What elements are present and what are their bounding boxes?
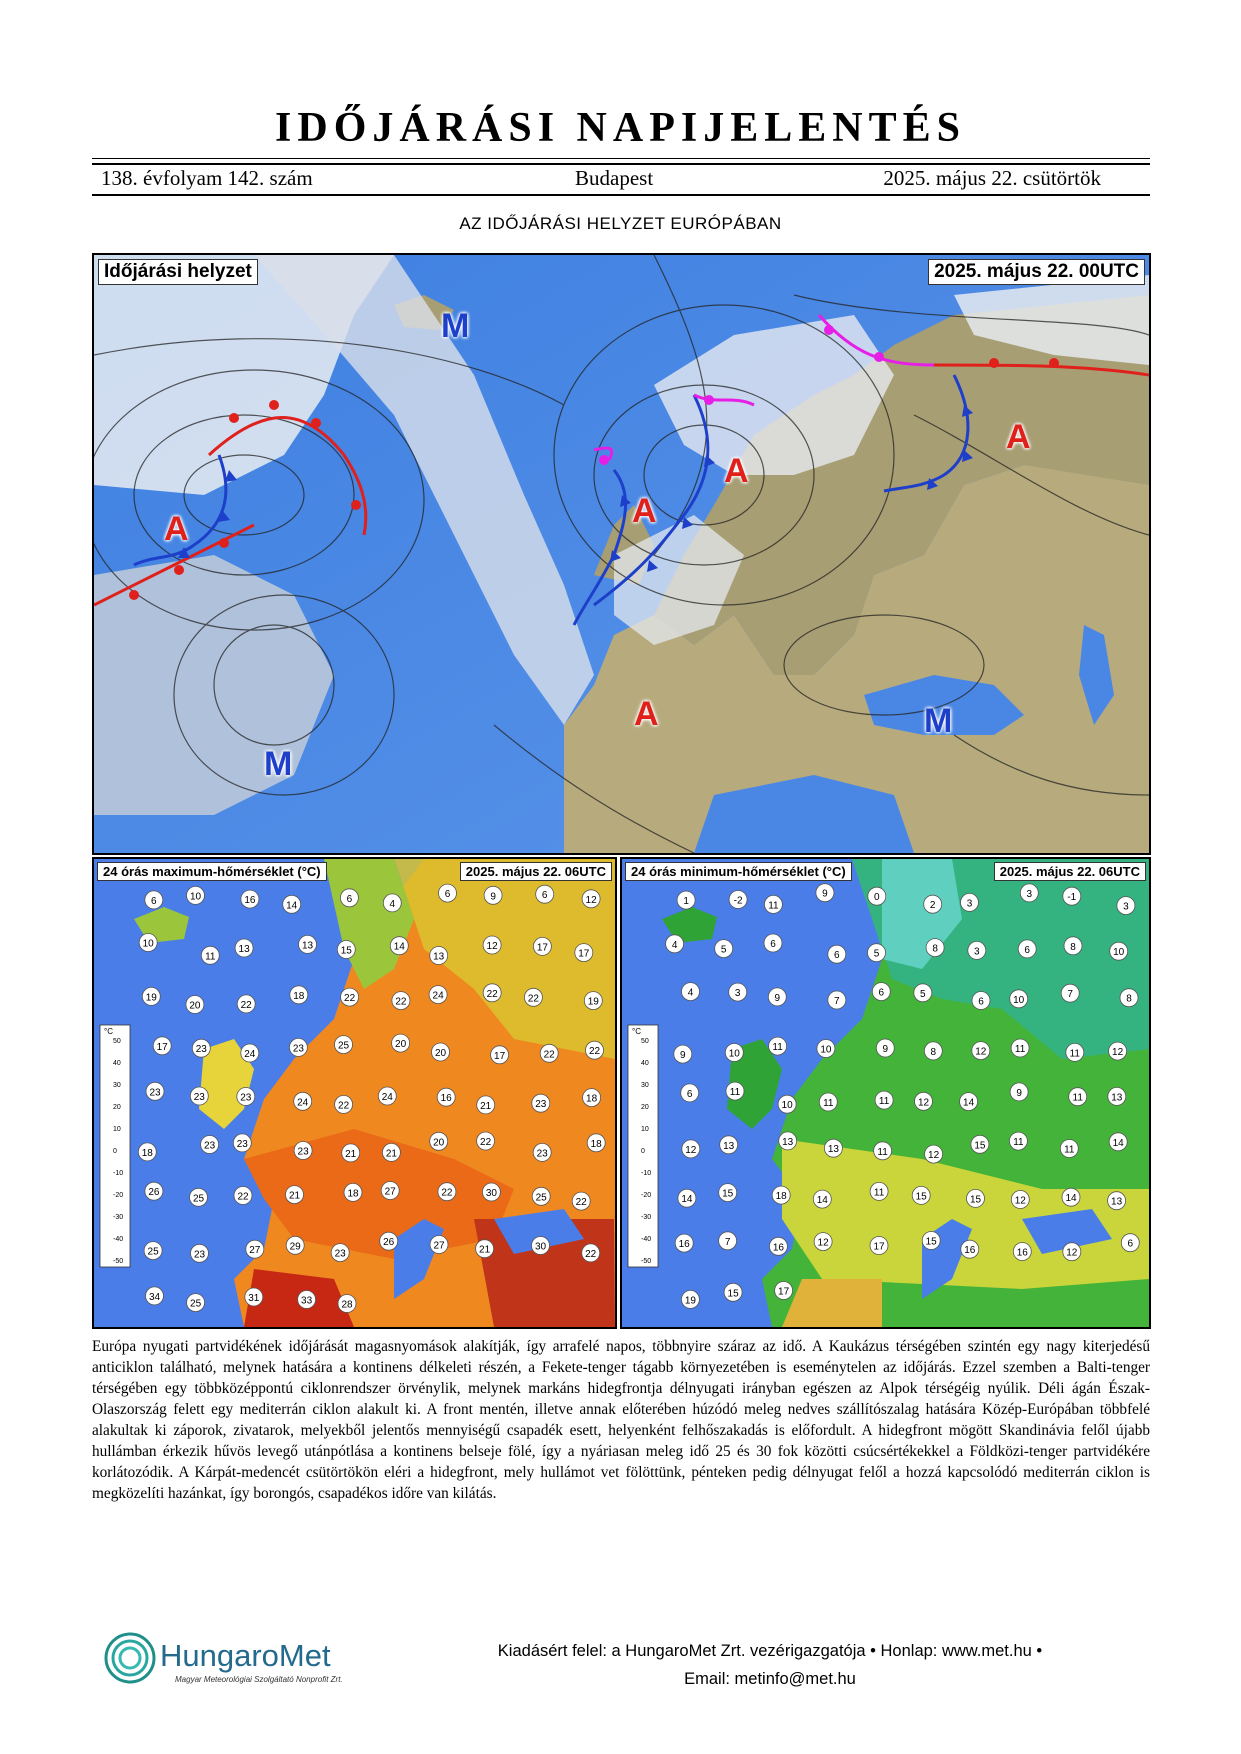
max-station-value: 33	[301, 1295, 313, 1307]
min-station-value: 16	[772, 1242, 784, 1254]
max-station-value: 23	[297, 1146, 309, 1158]
max-station-value: 23	[292, 1043, 304, 1055]
min-station-value: 3	[734, 988, 741, 1000]
hungaromet-logo	[100, 1626, 370, 1696]
max-colorbar-tick: 40	[113, 1060, 121, 1067]
min-station-value: 6	[834, 950, 840, 962]
issue-number: 138. évfolyam 142. szám	[101, 166, 313, 190]
min-station-value: 13	[1111, 1092, 1123, 1104]
max-station-value: 23	[334, 1248, 346, 1260]
max-station-value: 12	[486, 941, 498, 952]
issue-date: 2025. május 22. csütörtök	[883, 166, 1101, 190]
max-station-value: 25	[190, 1298, 202, 1310]
logo-subtitle: Magyar Meteorológiai Szolgáltató Nonprofit Zrt.	[175, 1675, 343, 1684]
high-pressure-center-atlantic: A	[164, 510, 189, 548]
max-colorbar-unit: °C	[104, 1027, 113, 1036]
max-colorbar-tick: -50	[113, 1258, 124, 1265]
min-station-value: 2	[929, 900, 936, 912]
min-station-value: 11	[1069, 1048, 1080, 1060]
min-station-value: 16	[964, 1245, 976, 1257]
max-station-value: 4	[389, 898, 396, 910]
max-station-value: 18	[141, 1147, 153, 1159]
min-station-value: -1	[1067, 892, 1077, 904]
min-colorbar-tick: -10	[641, 1170, 652, 1177]
max-temp-map-label: 24 órás maximum-hőmérséklet (°C)	[97, 862, 327, 881]
low-pressure-center-black-sea: M	[924, 702, 953, 740]
min-temp-map-label: 24 órás minimum-hőmérséklet (°C)	[625, 862, 852, 881]
max-station-value: 14	[393, 941, 405, 953]
min-station-value: 0	[874, 892, 880, 904]
max-temperature-map-canvas	[94, 859, 615, 1327]
max-station-value: 18	[293, 990, 305, 1002]
low-pressure-center-azores: M	[264, 745, 293, 783]
min-station-value: 6	[686, 1088, 693, 1100]
min-station-value: 11	[768, 900, 779, 912]
max-station-value: 22	[237, 1191, 249, 1203]
header-rule-bottom	[92, 194, 1150, 196]
min-station-value: 10	[820, 1044, 832, 1056]
min-station-value: 8	[1126, 993, 1132, 1005]
max-station-value: 22	[575, 1197, 587, 1209]
min-station-value: 11	[1014, 1044, 1026, 1055]
min-station-value: 12	[1112, 1047, 1124, 1059]
max-station-value: 24	[381, 1092, 393, 1103]
min-station-value: 6	[878, 987, 885, 999]
min-station-value: 12	[917, 1097, 930, 1109]
min-station-value: 6	[1127, 1238, 1134, 1250]
synoptic-map	[92, 253, 1151, 855]
footer-line-publisher: Kiadásért felel: a HungaroMet Zrt. vezérigazgatója • Honlap: www.met.hu •	[497, 1642, 1043, 1660]
min-station-value: 9	[822, 888, 828, 900]
max-station-value: 22	[395, 996, 407, 1008]
min-station-value: 3	[974, 946, 980, 958]
max-colorbar-tick: -40	[113, 1236, 124, 1243]
min-station-value: 9	[680, 1050, 686, 1062]
min-station-value: 8	[930, 1046, 937, 1058]
max-station-value: 14	[286, 900, 298, 912]
min-station-value: 3	[1026, 888, 1033, 900]
max-station-value: 27	[249, 1245, 261, 1257]
min-station-value: 11	[1064, 1144, 1075, 1156]
min-station-value: 11	[772, 1042, 783, 1054]
max-colorbar-tick: 30	[113, 1082, 121, 1089]
min-station-value: 11	[877, 1146, 888, 1158]
max-station-value: 26	[383, 1237, 395, 1249]
footer	[430, 1637, 1110, 1693]
max-station-value: 18	[347, 1188, 359, 1200]
max-station-value: 18	[586, 1093, 598, 1105]
min-colorbar-tick: -20	[641, 1192, 652, 1199]
min-station-value: 6	[978, 996, 984, 1008]
max-station-value: 30	[485, 1188, 497, 1199]
max-station-value: 22	[527, 993, 539, 1005]
max-station-value: 10	[189, 891, 202, 903]
max-station-value: 24	[244, 1049, 256, 1060]
min-station-value: 7	[1067, 989, 1073, 1001]
min-station-value: 14	[1112, 1137, 1124, 1149]
max-station-value: 23	[535, 1099, 547, 1111]
max-station-value: 23	[236, 1138, 248, 1150]
min-station-value: 11	[823, 1098, 834, 1109]
max-station-value: 27	[433, 1240, 445, 1252]
max-station-value: 22	[344, 993, 356, 1005]
min-station-value: 1	[683, 896, 689, 908]
synoptic-map-canvas	[94, 255, 1149, 853]
high-pressure-center-alps: A	[634, 695, 659, 733]
max-station-value: 20	[433, 1137, 445, 1149]
min-temp-map-time: 2025. május 22. 06UTC	[994, 862, 1146, 881]
max-station-value: 22	[585, 1248, 597, 1260]
min-station-value: 12	[685, 1144, 697, 1156]
max-station-value: 24	[432, 990, 444, 1002]
max-station-value: 23	[149, 1087, 161, 1099]
max-station-value: 22	[480, 1137, 492, 1148]
min-colorbar-tick: 40	[641, 1060, 649, 1067]
max-station-value: 23	[204, 1140, 216, 1152]
min-station-value: 7	[724, 1236, 731, 1248]
footer-line-email: Email: metinfo@met.hu	[684, 1670, 856, 1688]
min-station-value: 9	[1016, 1087, 1022, 1099]
min-colorbar-unit: °C	[632, 1027, 641, 1036]
max-station-value: 20	[189, 1000, 201, 1012]
max-station-value: 28	[341, 1299, 353, 1311]
max-station-value: 18	[590, 1138, 602, 1150]
min-station-value: 11	[1072, 1092, 1083, 1104]
max-colorbar-tick: -30	[113, 1214, 124, 1221]
min-station-value: 9	[882, 1044, 889, 1055]
min-station-value: 7	[834, 996, 840, 1007]
min-station-value: 5	[720, 944, 727, 956]
min-colorbar-tick: 30	[641, 1082, 649, 1089]
min-station-value: 11	[729, 1087, 741, 1099]
max-station-value: 30	[534, 1241, 547, 1253]
max-station-value: 13	[238, 944, 250, 955]
min-station-value: 18	[775, 1191, 787, 1203]
min-station-value: 16	[1016, 1247, 1028, 1259]
min-station-value: 14	[681, 1194, 693, 1206]
min-station-value: 6	[770, 939, 776, 950]
max-station-value: 17	[494, 1050, 506, 1062]
max-station-value: 6	[346, 893, 353, 905]
low-pressure-center-north-atlantic: M	[441, 307, 470, 345]
max-station-value: 20	[395, 1039, 407, 1051]
max-temp-map-time: 2025. május 22. 06UTC	[460, 862, 612, 881]
header-rule-top	[92, 158, 1150, 159]
max-station-value: 11	[205, 951, 216, 963]
max-station-value: 10	[142, 938, 154, 950]
hungaromet-logo-icon	[100, 1626, 370, 1696]
max-station-value: 25	[192, 1193, 205, 1205]
max-station-value: 6	[444, 889, 451, 901]
max-station-value: 21	[479, 1244, 491, 1256]
header-rule-double	[92, 163, 1150, 165]
max-station-value: 9	[490, 891, 496, 903]
max-station-value: 6	[151, 895, 157, 907]
min-station-value: 16	[678, 1239, 690, 1251]
max-station-value: 23	[193, 1092, 205, 1103]
min-station-value: 13	[723, 1140, 735, 1152]
max-station-value: 19	[587, 996, 599, 1008]
min-station-value: 10	[728, 1048, 740, 1060]
min-station-value: 10	[781, 1100, 793, 1112]
max-station-value: 23	[195, 1044, 207, 1056]
min-station-value: 13	[1111, 1196, 1123, 1208]
min-station-value: 12	[1066, 1247, 1078, 1259]
min-station-value: 15	[925, 1236, 937, 1248]
min-station-value: 12	[928, 1150, 940, 1162]
max-station-value: 25	[337, 1040, 350, 1052]
max-station-value: 20	[434, 1048, 447, 1059]
min-station-value: 12	[817, 1237, 829, 1249]
max-station-value: 26	[148, 1187, 160, 1199]
min-station-value: 6	[1024, 944, 1030, 956]
max-station-value: 27	[384, 1186, 396, 1198]
max-station-value: 21	[385, 1148, 397, 1160]
min-station-value: 13	[782, 1136, 794, 1148]
min-station-value: 11	[1013, 1137, 1024, 1149]
max-station-value: 22	[486, 988, 498, 1000]
max-station-value: 25	[535, 1192, 547, 1204]
max-station-value: 17	[578, 948, 590, 960]
min-station-value: 17	[873, 1241, 885, 1253]
max-station-value: 21	[288, 1190, 301, 1202]
max-station-value: 13	[433, 951, 445, 963]
min-station-value: 8	[1070, 941, 1076, 953]
min-station-value: 11	[873, 1187, 885, 1199]
min-colorbar-tick: 0	[641, 1148, 645, 1155]
min-station-value: 10	[1013, 994, 1025, 1006]
min-station-value: 5	[873, 948, 880, 960]
max-station-value: 23	[536, 1148, 548, 1160]
min-colorbar-tick: -40	[641, 1236, 652, 1243]
max-station-value: 34	[148, 1291, 161, 1303]
min-station-value: 15	[974, 1140, 986, 1152]
min-colorbar-tick: 20	[641, 1104, 649, 1111]
max-station-value: 31	[248, 1293, 260, 1304]
min-station-value: 14	[1065, 1193, 1077, 1205]
max-station-value: 17	[536, 942, 548, 954]
min-colorbar-tick: -30	[641, 1214, 652, 1221]
max-station-value: 16	[440, 1093, 452, 1105]
min-station-value: 5	[920, 988, 926, 1000]
city: Budapest	[575, 166, 654, 190]
min-station-value: 17	[778, 1286, 790, 1298]
max-temperature-map	[92, 857, 617, 1329]
min-station-value: 15	[722, 1188, 734, 1200]
report-title: IDŐJÁRÁSI NAPIJELENTÉS	[275, 105, 966, 151]
min-colorbar-tick: 50	[641, 1038, 649, 1045]
section-title: AZ IDŐJÁRÁSI HELYZET EURÓPÁBAN	[459, 214, 782, 233]
max-station-value: 22	[441, 1187, 453, 1199]
max-station-value: 17	[156, 1041, 168, 1053]
weather-summary-text: Európa nyugati partvidékének időjárását magasnyomások alakítják, így arrafelé napos, többnyire száraz az idő. A Kaukázus térségében szintén egy nagy kiterjedésű anticiklon található, melynek hatására a kontinens délkeleti részén, a Fekete-tenger tágabb környezetében is eseménytelen az időjárás. Ezzel szemben a Balti-tenger térségében egy többközéppontú ciklonrendszer örvénylik, melynek markáns hidegfrontja délnyugati irányban egészen az Alpok térségéig nyúlik. Déli ágán Észak-Olaszország felett egy mediterrán ciklon alakult ki. A front mentén, illetve annak előterében húzódó meleg nedves szállítószalag hatására Közép-Európában többfelé alakultak ki záporok, zivatarok, melyekből jelentős mennyiségű csapadék esett, helyenként felhőszakadás is előfordult. A hidegfront mögött Skandinávia felől újabb hullámban érkezik hűvös levegő utánpótlása a kontinens belseje fölé, így a nyáriasan meleg idő 25 és 30 fok közötti csúcsértékekkel a Földközi-tenger partvidékére korlátozódik. A Kárpát-medencét csütörtökön eléri a hidegfront, mely hullámot vet fölöttünk, pénteken pedig délnyugat felől a hozzá kapcsolódó mediterrán ciklon is megközelíti hazánkat, így borongós, csapadékos időre van kilátás.	[92, 1338, 1150, 1502]
min-station-value: 4	[671, 939, 678, 951]
min-station-value: 12	[1014, 1195, 1026, 1207]
max-colorbar-tick: 50	[113, 1038, 121, 1045]
min-station-value: 9	[774, 992, 781, 1004]
min-station-value: 3	[966, 898, 973, 910]
high-pressure-center-russia: A	[1006, 418, 1031, 456]
min-station-value: 4	[687, 987, 694, 999]
min-station-value: 15	[727, 1288, 739, 1300]
max-station-value: 21	[480, 1100, 492, 1112]
synoptic-map-label: Időjárási helyzet	[98, 259, 258, 285]
min-colorbar-tick: -50	[641, 1258, 652, 1265]
max-station-value: 13	[301, 940, 314, 952]
max-colorbar-tick: 20	[113, 1104, 121, 1111]
min-station-value: 13	[827, 1144, 839, 1156]
min-station-value: 12	[975, 1046, 987, 1058]
max-station-value: 23	[240, 1092, 252, 1104]
max-station-value: 25	[147, 1246, 159, 1258]
min-station-value: 3	[1123, 901, 1129, 913]
min-station-value: 14	[816, 1195, 828, 1207]
min-station-value: 15	[915, 1191, 927, 1203]
min-station-value: 11	[878, 1096, 890, 1108]
max-station-value: 12	[585, 894, 597, 906]
high-pressure-center-north-sea: A	[632, 492, 657, 530]
max-station-value: 22	[338, 1100, 350, 1112]
logo-wordmark: HungaroMet	[160, 1638, 331, 1673]
max-colorbar-tick: -10	[113, 1170, 124, 1177]
max-colorbar-tick: 10	[113, 1126, 121, 1133]
max-station-value: 15	[340, 945, 352, 957]
max-colorbar-tick: 0	[113, 1148, 117, 1155]
min-station-value: 15	[969, 1194, 982, 1206]
max-station-value: 24	[297, 1097, 309, 1109]
min-station-value: 10	[1113, 947, 1125, 959]
min-temperature-map	[620, 857, 1151, 1329]
max-station-value: 23	[193, 1249, 206, 1261]
min-station-value: -2	[733, 895, 743, 907]
min-colorbar-tick: 10	[641, 1126, 649, 1133]
max-station-value: 16	[244, 895, 256, 907]
max-station-value: 22	[543, 1049, 555, 1061]
max-station-value: 22	[588, 1046, 601, 1058]
max-station-value: 22	[240, 999, 252, 1011]
high-pressure-center-baltic: A	[724, 452, 749, 490]
max-station-value: 19	[145, 992, 157, 1004]
max-colorbar-tick: -20	[113, 1192, 124, 1199]
min-station-value: 8	[932, 943, 938, 955]
max-station-value: 29	[289, 1241, 301, 1253]
max-station-value: 21	[345, 1148, 357, 1160]
synoptic-map-time: 2025. május 22. 00UTC	[928, 259, 1145, 285]
min-station-value: 19	[684, 1295, 696, 1307]
min-temperature-map-canvas	[622, 859, 1149, 1327]
max-station-value: 6	[541, 890, 548, 902]
min-station-value: 14	[963, 1097, 975, 1109]
